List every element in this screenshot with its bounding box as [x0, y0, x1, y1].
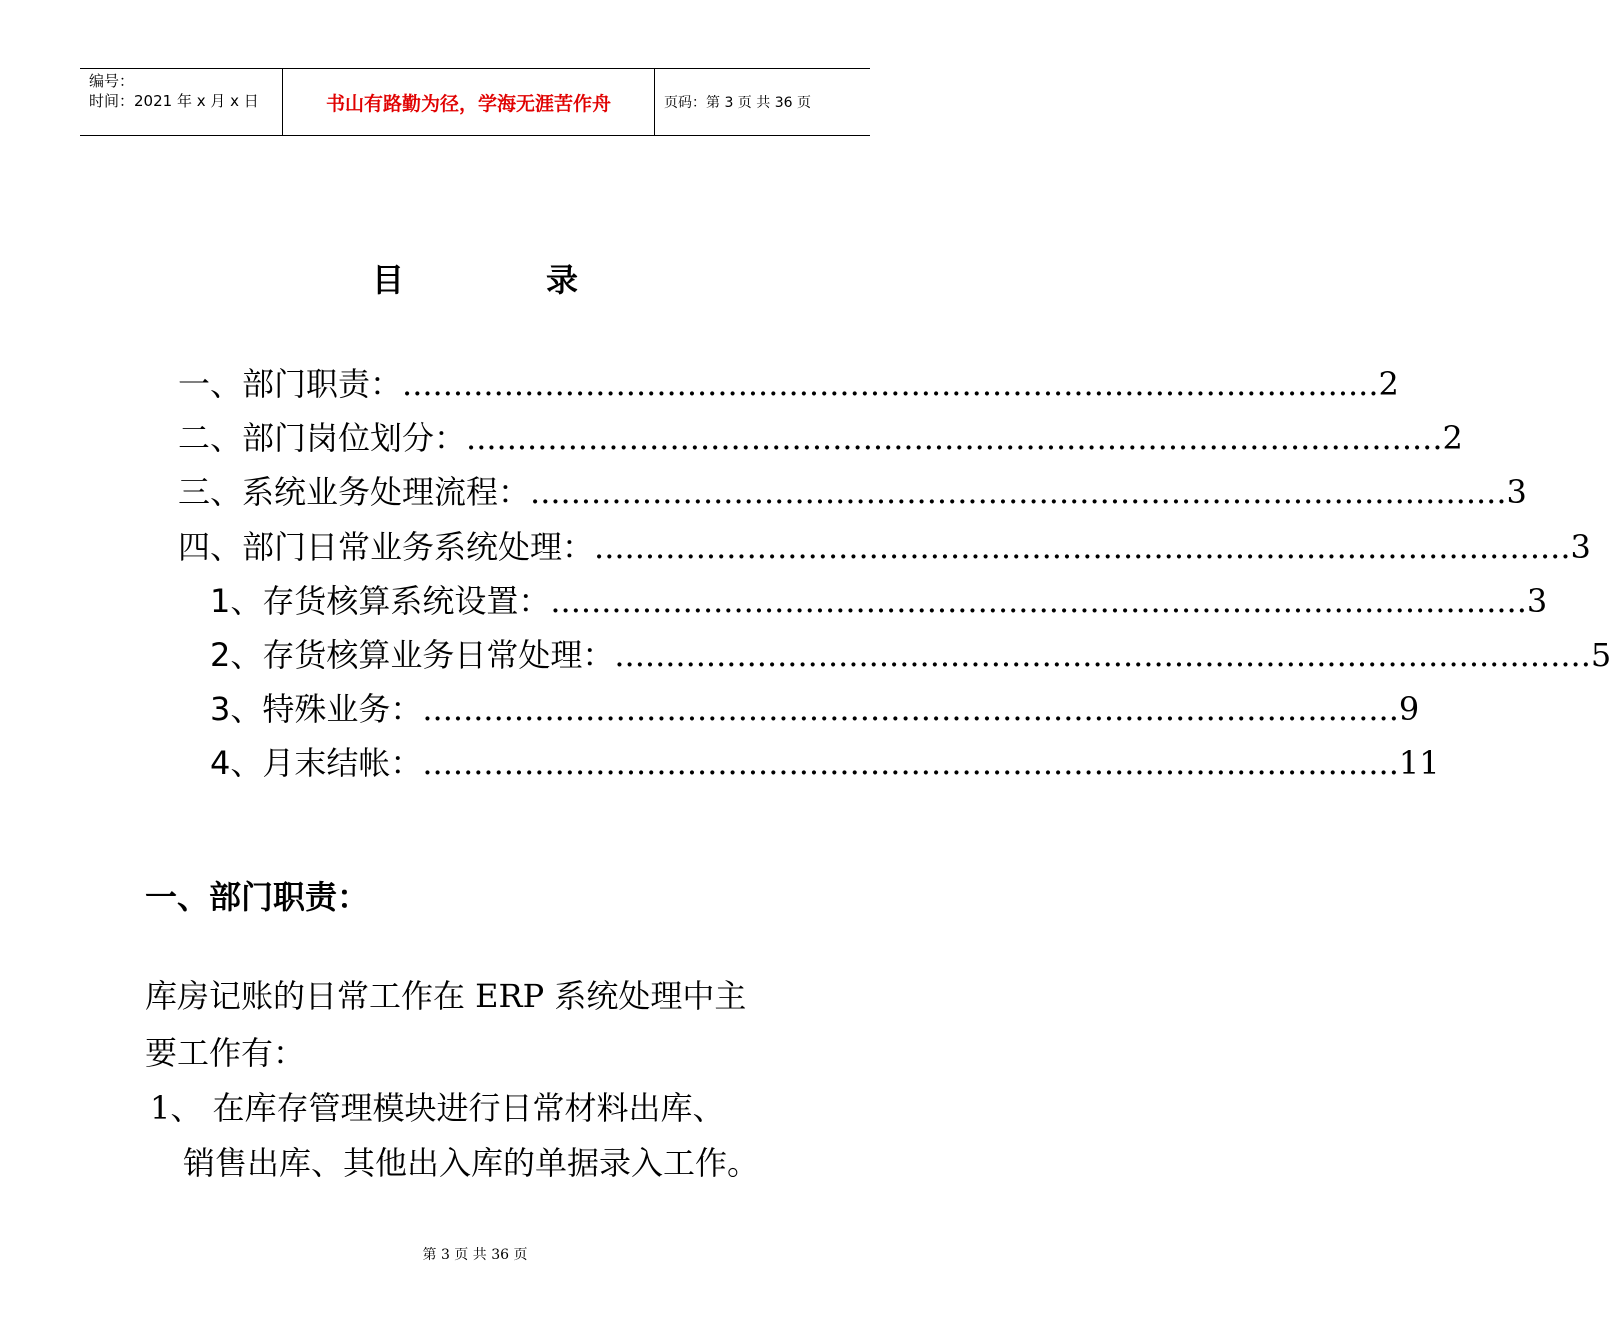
toc-item-dots: ................................................................................................ — [402, 365, 1379, 403]
toc-item-dots: ................................................................................................ — [466, 419, 1443, 457]
number-label: 编号： — [89, 72, 135, 90]
toc-item-page: 11 — [1398, 744, 1440, 782]
toc-subitem-3[interactable] — [210, 685, 1420, 733]
toc-item-page: 2 — [1442, 419, 1463, 457]
paragraph-line: 库房记账的日常工作在 ERP 系统处理中主 — [145, 977, 747, 1015]
page-header — [80, 68, 870, 136]
header-page-info: 页码：第 3 页 共 36 页 — [664, 95, 811, 111]
list-item-line: 1、 在库存管理模块进行日常材料出库、 — [150, 1089, 725, 1127]
toc-item-label: 三、系统业务处理流程： — [178, 473, 531, 511]
section-heading: 一、部门职责： — [145, 878, 370, 916]
toc-item-label: 3、特殊业务： — [210, 690, 423, 728]
toc-item-page: 3 — [1526, 582, 1548, 620]
header-motto: 书山有路勤为径，学海无涯苦作舟 — [282, 69, 655, 135]
toc-item-3[interactable] — [178, 468, 1527, 516]
toc-item-dots: ................................................................................................ — [550, 582, 1527, 620]
page-footer: 第 3 页 共 36 页 — [422, 1247, 528, 1263]
toc-item-label: 2、存货核算业务日常处理： — [210, 636, 615, 674]
toc-title-left: 目 — [372, 261, 405, 299]
toc-item-dots: ................................................................................................ — [422, 744, 1399, 782]
toc-item-4[interactable] — [178, 523, 1591, 571]
toc-item-dots: ................................................................................................ — [530, 473, 1507, 511]
toc-item-page: 2 — [1378, 365, 1399, 403]
toc-item-1[interactable] — [178, 360, 1399, 408]
toc-title-right: 录 — [546, 261, 579, 299]
toc-item-dots: ................................................................................................ — [422, 690, 1399, 728]
toc-subitem-2[interactable] — [210, 631, 1611, 679]
time-label: 时间：2021 年 x 月 x 日 — [89, 92, 259, 110]
list-item-line: 销售出库、其他出入库的单据录入工作。 — [183, 1144, 760, 1182]
toc-item-page: 9 — [1398, 690, 1420, 728]
toc-item-2[interactable] — [178, 414, 1463, 462]
toc-item-page: 3 — [1506, 473, 1527, 511]
toc-subitem-1[interactable] — [210, 577, 1548, 625]
toc-item-page: 3 — [1570, 528, 1591, 566]
paragraph-line: 要工作有： — [145, 1034, 306, 1072]
toc-item-label: 二、部门岗位划分： — [178, 419, 467, 457]
header-left-cell — [80, 69, 282, 135]
toc-item-label: 四、部门日常业务系统处理： — [178, 528, 595, 566]
toc-item-dots: ................................................................................................ — [614, 636, 1591, 674]
toc-item-page: 5 — [1590, 636, 1611, 674]
toc-item-label: 1、存货核算系统设置： — [210, 582, 551, 620]
toc-item-dots: ................................................................................................ — [594, 528, 1571, 566]
toc-subitem-4[interactable] — [210, 739, 1440, 787]
toc-item-label: 4、月末结帐： — [210, 744, 423, 782]
toc-item-label: 一、部门职责： — [178, 365, 403, 403]
